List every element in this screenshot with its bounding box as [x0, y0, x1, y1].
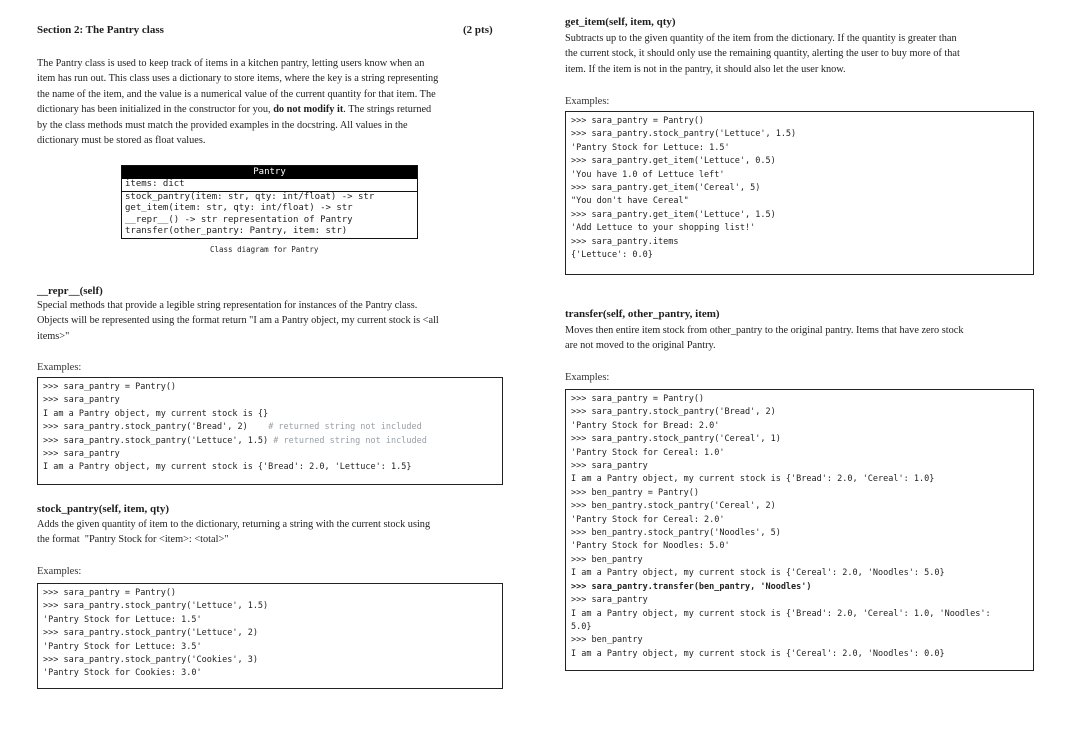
code-line: >>> sara_pantry = Pantry() — [43, 382, 177, 392]
code-comment: # returned string not included — [268, 422, 422, 433]
transfer-title: transfer(self, other_pantry, item) — [565, 308, 720, 320]
code-line: >>> sara_pantry — [43, 449, 120, 460]
repr-code-box — [37, 377, 503, 485]
code-line: I am a Pantry object, my current stock is {'Bread': 2.0, 'Lettuce': 1.5} — [43, 462, 412, 473]
code-line: >>> ben_pantry.stock_pantry('Cereal', 2) — [571, 501, 776, 512]
code-line: I am a Pantry object, my current stock is {'Bread': 2.0, 'Cereal': 1.0} — [571, 474, 935, 485]
code-line: 'Pantry Stock for Cereal: 1.0' — [571, 447, 725, 458]
code-line: 'Pantry Stock for Cookies: 3.0' — [43, 668, 202, 679]
code-line-highlight: >>> sara_pantry.transfer(ben_pantry, 'Noodles') — [571, 581, 812, 592]
section-title: Section 2: The Pantry class — [37, 24, 164, 36]
code-line: 'You have 1.0 of Lettuce left' — [571, 169, 725, 180]
code-line: >>> sara_pantry = Pantry() — [571, 394, 705, 404]
code-line: >>> sara_pantry = Pantry() — [571, 116, 705, 126]
points-label: (2 pts) — [463, 24, 493, 36]
class-diagram-header: Pantry — [122, 166, 417, 179]
code-line: 'Pantry Stock for Lettuce: 1.5' — [43, 614, 202, 625]
code-line: >>> sara_pantry.stock_pantry('Lettuce', 1.5) — [571, 129, 797, 140]
code-line: "You don't have Cereal" — [571, 196, 689, 207]
class-method: stock_pantry(item: str, qty: int/float) -> str — [125, 191, 375, 202]
code-line: >>> sara_pantry — [43, 395, 120, 406]
code-line: >>> sara_pantry.stock_pantry('Bread', 2) # returned string not included — [43, 422, 422, 433]
do-not-modify-emphasis: do not modify it — [270, 104, 344, 116]
code-line: 'Add Lettuce to your shopping list!' — [571, 223, 756, 234]
stock-pantry-examples-label: Examples: — [37, 566, 82, 577]
intro-line: by the class methods must match the provided examples in the docstring. All values in the — [37, 119, 408, 131]
intro-line: dictionary has been initialized in the constructor for you, do not modify it. The strings returned — [37, 104, 432, 116]
transfer-code-box — [565, 389, 1034, 671]
class-method: __repr__() -> str representation of Pantry — [125, 214, 353, 225]
get-item-title: get_item(self, item, qty) — [565, 16, 676, 28]
class-diagram — [121, 165, 418, 239]
code-line: >>> sara_pantry.stock_pantry('Cereal', 1) — [571, 434, 781, 445]
code-line: >>> ben_pantry — [571, 635, 643, 646]
intro-line: the name of the item, and the value is a numerical value of the current quantity for that item. The — [37, 88, 436, 100]
code-line: 'Pantry Stock for Bread: 2.0' — [571, 420, 720, 431]
code-line: >>> sara_pantry = Pantry() — [43, 588, 177, 598]
code-line: 5.0} — [571, 621, 592, 632]
stock-pantry-description: Adds the given quantity of item to the dictionary, returning a string with the current stock using the format "Pantry Stock for <item>: <total>" — [37, 519, 431, 546]
get-item-description: Subtracts up to the given quantity of the item from the dictionary. If the quantity is greater than the current stock, it should only use the remaining quantity, alerting the user to buy more of that item. If the item is not in the pantry, it should also let the user know. — [565, 33, 960, 75]
code-line: >>> sara_pantry.stock_pantry('Lettuce', 1.5) — [43, 601, 269, 612]
class-method: transfer(other_pantry: Pantry, item: str) — [125, 226, 348, 236]
code-line: >>> sara_pantry.items — [571, 236, 679, 247]
transfer-description: Moves then entire item stock from other_pantry to the original pantry. Items that have zero stock are not moved to the original Pantry. — [565, 325, 964, 352]
intro-line: The Pantry class is used to keep track of items in a kitchen pantry, letting users know when an — [37, 58, 425, 69]
code-line: >>> sara_pantry.get_item('Lettuce', 0.5) — [571, 156, 776, 167]
code-line: >>> ben_pantry — [571, 554, 643, 565]
code-line: I am a Pantry object, my current stock is {'Cereal': 2.0, 'Noodles': 5.0} — [571, 568, 945, 579]
class-attribute: items: dict — [125, 179, 185, 189]
get-item-code-box — [565, 111, 1034, 275]
stock-pantry-code-box — [37, 583, 503, 689]
code-line: I am a Pantry object, my current stock is {'Cereal': 2.0, 'Noodles': 0.0} — [571, 648, 945, 659]
code-line: >>> sara_pantry.stock_pantry('Lettuce', 2) — [43, 628, 258, 639]
repr-description: Special methods that provide a legible string representation for instances of the Pantry class. Objects will be represented using the format return "I am a Pantry object, my current stock is <all items>" — [37, 300, 439, 342]
code-line: >>> ben_pantry.stock_pantry('Noodles', 5) — [571, 528, 781, 539]
code-line: >>> sara_pantry — [571, 461, 648, 472]
class-diagram-caption: Class diagram for Pantry — [210, 245, 319, 254]
intro-line: dictionary must be stored as float values. — [37, 135, 206, 147]
code-line: 'Pantry Stock for Noodles: 5.0' — [571, 541, 730, 552]
transfer-examples-label: Examples: — [565, 372, 610, 383]
get-item-examples-label: Examples: — [565, 96, 610, 107]
code-line: >>> sara_pantry.stock_pantry('Lettuce', 1.5) # returned string not included — [43, 435, 427, 446]
repr-examples-label: Examples: — [37, 362, 82, 373]
code-line: >>> sara_pantry.get_item('Lettuce', 1.5) — [571, 209, 776, 220]
code-line: 'Pantry Stock for Cereal: 2.0' — [571, 514, 725, 525]
code-line: >>> sara_pantry — [571, 595, 648, 606]
code-line: >>> sara_pantry.get_item('Cereal', 5) — [571, 183, 761, 194]
stock-pantry-title: stock_pantry(self, item, qty) — [37, 503, 169, 515]
code-line: >>> sara_pantry.stock_pantry('Cookies', 3) — [43, 655, 258, 666]
intro-line: item has run out. This class uses a dictionary to store items, where the key is a string representing — [37, 73, 439, 85]
code-line: >>> sara_pantry.stock_pantry('Bread', 2) — [571, 407, 776, 418]
code-line: {'Lettuce': 0.0} — [571, 250, 653, 261]
repr-title: __repr__(self) — [37, 285, 103, 297]
code-comment: # returned string not included — [273, 435, 427, 446]
code-line: 'Pantry Stock for Lettuce: 1.5' — [571, 142, 730, 153]
intro-paragraph — [37, 56, 503, 148]
code-line: 'Pantry Stock for Lettuce: 3.5' — [43, 641, 202, 652]
code-line: I am a Pantry object, my current stock is {} — [43, 408, 269, 419]
code-line: I am a Pantry object, my current stock is {'Bread': 2.0, 'Cereal': 1.0, 'Noodles': — [571, 608, 991, 619]
class-method: get_item(item: str, qty: int/float) -> str — [125, 203, 353, 213]
code-line: >>> ben_pantry = Pantry() — [571, 487, 699, 498]
